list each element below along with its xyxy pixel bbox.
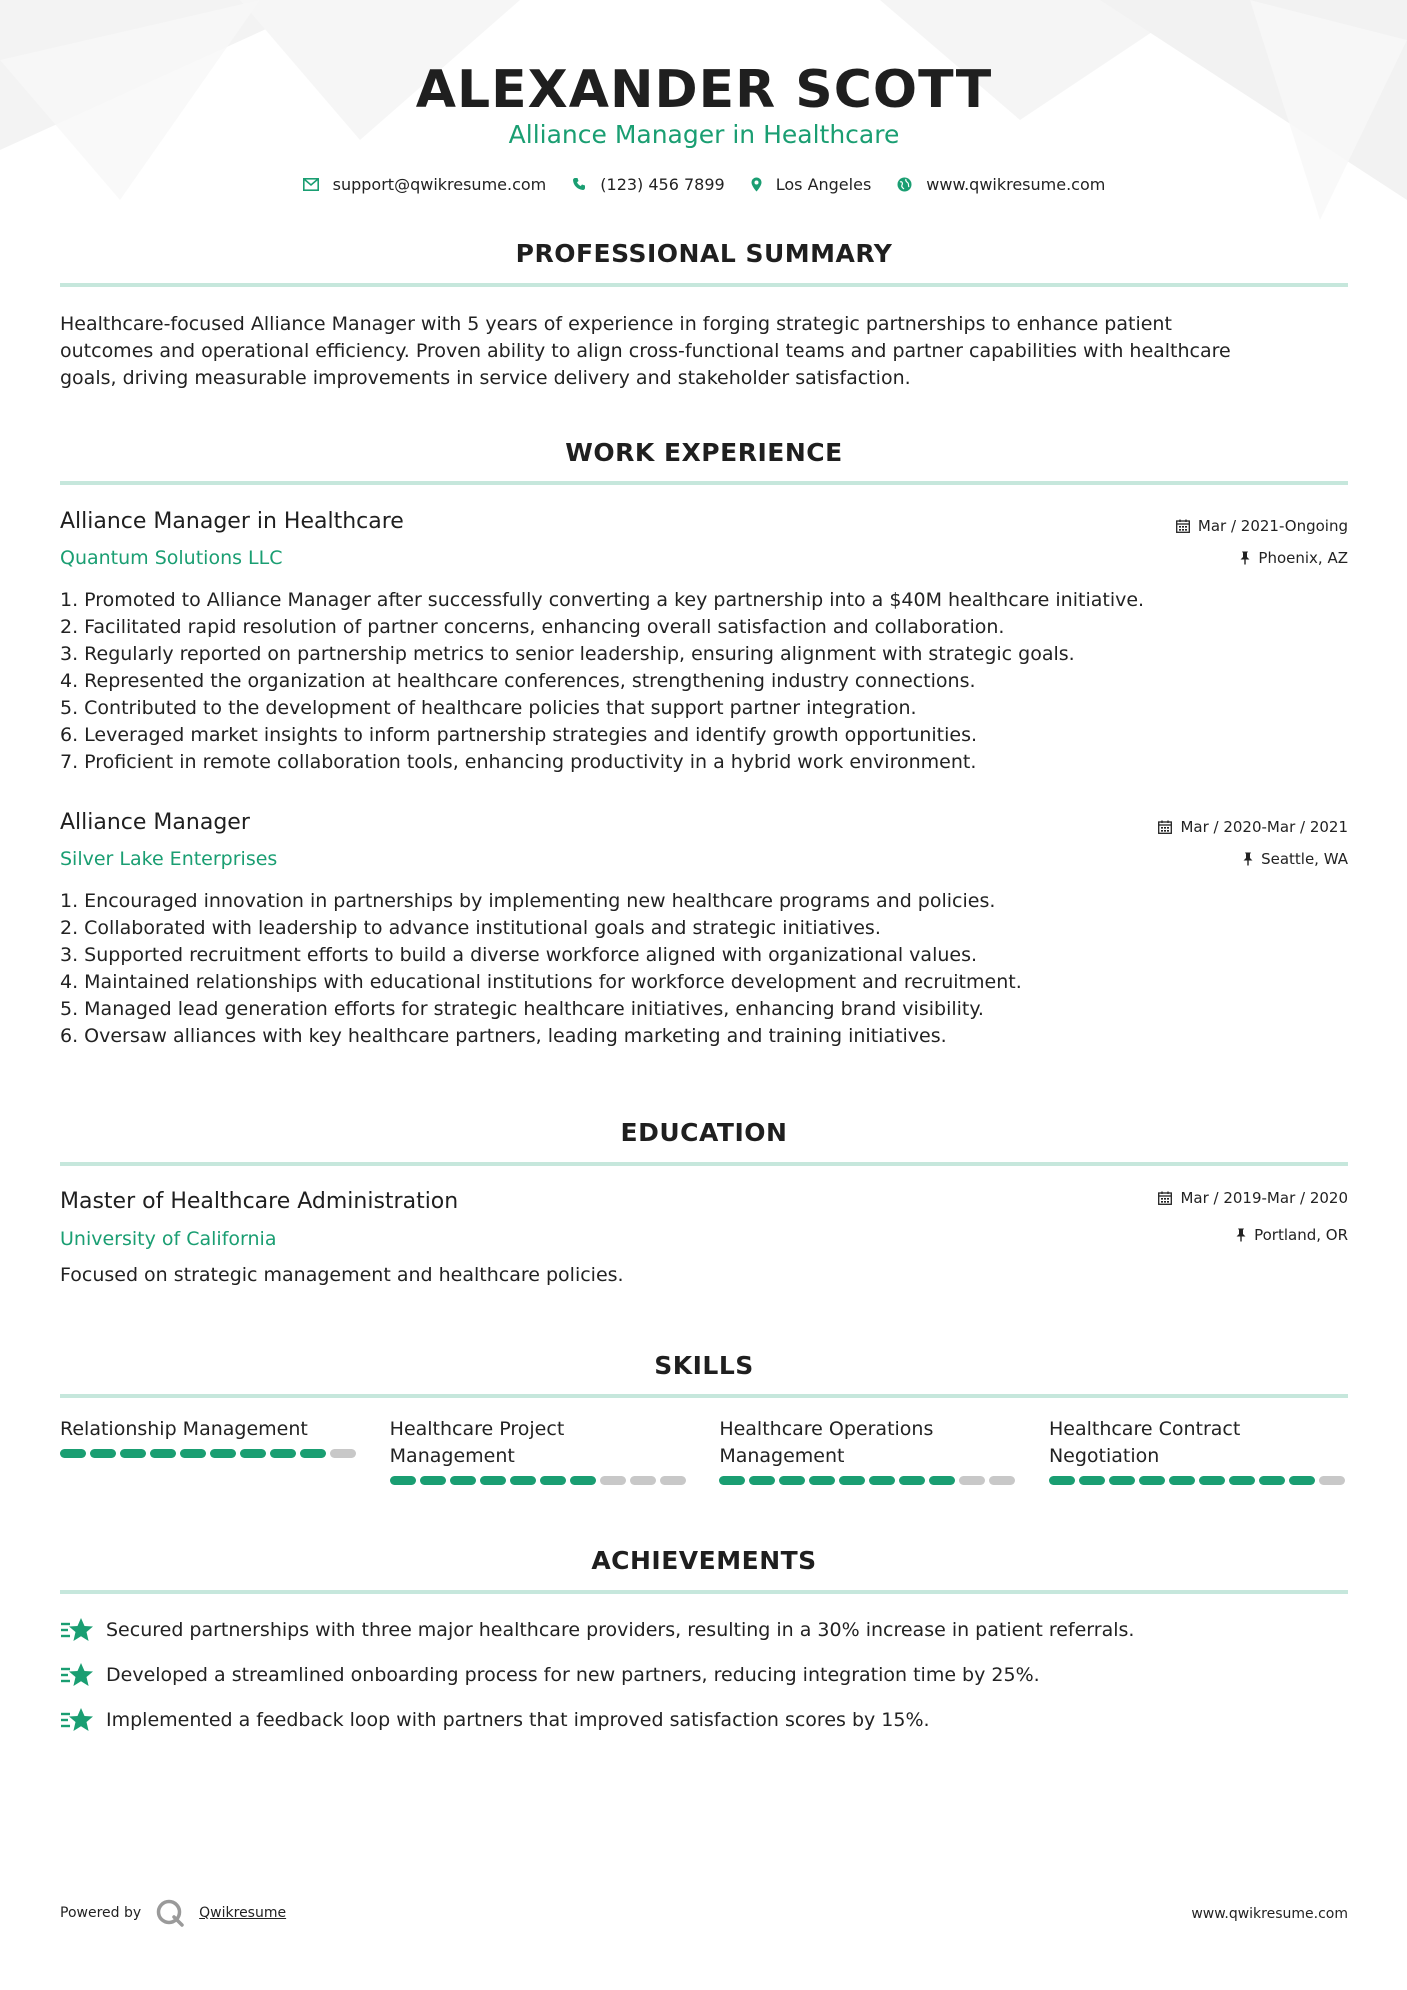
skill-segment-filled <box>480 1476 506 1485</box>
job-title: Alliance Manager in Healthcare <box>60 509 404 534</box>
education-dates <box>1158 1187 1348 1209</box>
skill-segment-filled <box>420 1476 446 1485</box>
globe-icon <box>897 177 912 192</box>
education-dates-text: Mar / 2019-Mar / 2020 <box>1180 1189 1348 1207</box>
education-heading: EDUCATION <box>620 1118 788 1147</box>
skill-segment-filled <box>180 1449 206 1458</box>
education-divider <box>60 1162 1348 1166</box>
footer-website[interactable]: www.qwikresume.com <box>1191 1906 1348 1922</box>
list-item: 1. Promoted to Alliance Manager after successfully converting a key partnership into a $40M healthcare initiative. <box>60 589 1145 611</box>
contact-phone-text: (123) 456 7899 <box>600 174 725 194</box>
skill-name: Healthcare Project Management <box>389 1418 565 1467</box>
education-location-text: Portland, OR <box>1254 1226 1348 1244</box>
skill-segment-filled <box>1079 1476 1105 1485</box>
skill-name: Healthcare Contract Negotiation <box>1048 1418 1241 1467</box>
skill-segment-filled <box>270 1449 296 1458</box>
contact-email-text: support@qwikresume.com <box>332 174 547 194</box>
job-dates-text: Mar / 2021-Ongoing <box>1197 517 1348 535</box>
skill-segment-filled <box>1109 1476 1135 1485</box>
contact-location-text: Los Angeles <box>775 174 872 194</box>
skill-item <box>1049 1416 1348 1485</box>
achievement-text: Implemented a feedback loop with partners that improved satisfaction scores by 15%. <box>106 1708 930 1731</box>
skill-segment-filled <box>450 1476 476 1485</box>
contact-phone[interactable] <box>572 175 724 194</box>
list-item: 3. Supported recruitment efforts to build a diverse workforce aligned with organizational values. <box>60 944 978 966</box>
list-item: 5. Contributed to the development of healthcare policies that support partner integration. <box>60 697 917 719</box>
skill-segment-filled <box>779 1476 805 1485</box>
skill-segment-filled <box>210 1449 236 1458</box>
achievements-heading: ACHIEVEMENTS <box>591 1546 817 1575</box>
job-company: Quantum Solutions LLC <box>60 547 283 569</box>
skill-segment-filled <box>749 1476 775 1485</box>
job-location-text: Seattle, WA <box>1261 850 1348 868</box>
experience-heading: WORK EXPERIENCE <box>565 438 843 467</box>
contact-location <box>751 175 872 194</box>
skill-segment-filled <box>120 1449 146 1458</box>
list-item: 1. Encouraged innovation in partnerships by implementing new healthcare programs and policies. <box>60 890 996 912</box>
education-location <box>1236 1224 1348 1246</box>
school-name: University of California <box>60 1228 277 1250</box>
skill-item <box>719 1416 1018 1485</box>
skill-item <box>390 1416 689 1485</box>
list-item: 4. Maintained relationships with educational institutions for workforce development and recruitment. <box>60 971 1022 993</box>
footer-powered-by <box>60 1898 286 1928</box>
skill-segment-filled <box>570 1476 596 1485</box>
skill-segment-filled <box>1199 1476 1225 1485</box>
skill-segment-filled <box>719 1476 745 1485</box>
skill-segment-empty <box>959 1476 985 1485</box>
phone-icon <box>572 177 586 191</box>
skill-segment-filled <box>899 1476 925 1485</box>
job-location <box>1240 547 1348 569</box>
skill-segment-filled <box>869 1476 895 1485</box>
skill-level-bar <box>1049 1476 1348 1485</box>
skill-segment-empty <box>1319 1476 1345 1485</box>
list-item: 3. Regularly reported on partnership metrics to senior leadership, ensuring alignment with strategic goals. <box>60 643 1075 665</box>
qwikresume-link[interactable]: Qwikresume <box>199 1905 287 1921</box>
skill-segment-filled <box>150 1449 176 1458</box>
job-dates <box>1176 515 1348 537</box>
list-item: 6. Leveraged market insights to inform partnership strategies and identify growth opportunities. <box>60 724 978 746</box>
achievement-text: Developed a streamlined onboarding process for new partners, reducing integration time by 25%. <box>106 1663 1040 1686</box>
candidate-name: ALEXANDER SCOTT <box>415 60 993 120</box>
star-achievement-icon <box>60 1616 94 1644</box>
skill-segment-filled <box>300 1449 326 1458</box>
experience-divider <box>60 481 1348 485</box>
job-dates-text: Mar / 2020-Mar / 2021 <box>1180 818 1348 836</box>
skill-name: Relationship Management <box>60 1418 308 1440</box>
skill-segment-filled <box>1049 1476 1075 1485</box>
skills-heading: SKILLS <box>654 1351 754 1380</box>
job-location <box>1243 848 1348 870</box>
calendar-icon <box>1176 519 1190 533</box>
job-company: Silver Lake Enterprises <box>60 848 278 870</box>
contact-email[interactable] <box>303 175 547 194</box>
job-location-text: Phoenix, AZ <box>1258 549 1348 567</box>
skill-segment-empty <box>660 1476 686 1485</box>
skill-segment-filled <box>1139 1476 1165 1485</box>
skill-segment-empty <box>330 1449 356 1458</box>
skills-divider <box>60 1394 1348 1398</box>
pushpin-icon <box>1240 551 1250 565</box>
skill-segment-empty <box>989 1476 1015 1485</box>
pushpin-icon <box>1243 852 1253 866</box>
skill-segment-filled <box>839 1476 865 1485</box>
skill-level-bar <box>719 1476 1018 1485</box>
calendar-icon <box>1158 820 1172 834</box>
achievement-item <box>60 1616 1348 1644</box>
skill-segment-filled <box>1259 1476 1285 1485</box>
pushpin-icon <box>1236 1228 1246 1242</box>
job-dates <box>1158 816 1348 838</box>
summary-divider <box>60 283 1348 287</box>
job-bullets <box>60 587 1348 776</box>
contact-website[interactable] <box>897 175 1105 194</box>
education-description: Focused on strategic management and healthcare policies. <box>60 1264 624 1286</box>
skill-item <box>60 1416 359 1485</box>
summary-text <box>60 311 1348 392</box>
skill-segment-filled <box>1289 1476 1315 1485</box>
skill-level-bar <box>60 1449 359 1458</box>
summary-line: goals, driving measurable improvements in service delivery and stakeholder satisfaction. <box>60 367 911 389</box>
skill-segment-empty <box>600 1476 626 1485</box>
summary-line: outcomes and operational efficiency. Proven ability to align cross-functional teams and partner capabilities with healthcare <box>60 340 1231 362</box>
calendar-icon <box>1158 1191 1172 1205</box>
list-item: 7. Proficient in remote collaboration tools, enhancing productivity in a hybrid work environment. <box>60 751 977 773</box>
degree-title: Master of Healthcare Administration <box>60 1189 459 1214</box>
list-item: 6. Oversaw alliances with key healthcare partners, leading marketing and training initiatives. <box>60 1025 947 1047</box>
achievement-item <box>60 1661 1348 1689</box>
skill-segment-filled <box>929 1476 955 1485</box>
summary-line: Healthcare-focused Alliance Manager with 5 years of experience in forging strategic partnerships to enhance patient <box>60 313 1172 335</box>
skill-segment-filled <box>1229 1476 1255 1485</box>
powered-by-label: Powered by <box>60 1905 142 1921</box>
summary-heading: PROFESSIONAL SUMMARY <box>515 239 893 268</box>
achievements-divider <box>60 1590 1348 1594</box>
skill-segment-empty <box>630 1476 656 1485</box>
skill-segment-filled <box>90 1449 116 1458</box>
skill-segment-filled <box>390 1476 416 1485</box>
map-pin-icon <box>751 177 762 192</box>
achievement-text: Secured partnerships with three major healthcare providers, resulting in a 30% increase in patient referrals. <box>106 1618 1135 1641</box>
skill-segment-filled <box>1169 1476 1195 1485</box>
skill-segment-filled <box>60 1449 86 1458</box>
contact-bar <box>60 172 1348 196</box>
skill-segment-filled <box>510 1476 536 1485</box>
list-item: 4. Represented the organization at healthcare conferences, strengthening industry connections. <box>60 670 976 692</box>
skills-grid <box>60 1416 1348 1485</box>
envelope-icon <box>303 178 319 191</box>
list-item: 5. Managed lead generation efforts for strategic healthcare initiatives, enhancing brand visibility. <box>60 998 984 1020</box>
star-achievement-icon <box>60 1706 94 1734</box>
qwikresume-logo-icon <box>155 1898 185 1928</box>
skill-level-bar <box>390 1476 689 1485</box>
skill-segment-filled <box>809 1476 835 1485</box>
contact-website-text: www.qwikresume.com <box>926 174 1106 194</box>
list-item: 2. Facilitated rapid resolution of partner concerns, enhancing overall satisfaction and collaboration. <box>60 616 1005 638</box>
skill-segment-filled <box>540 1476 566 1485</box>
skill-segment-filled <box>240 1449 266 1458</box>
job-title: Alliance Manager <box>60 810 250 835</box>
candidate-role: Alliance Manager in Healthcare <box>508 120 900 149</box>
star-achievement-icon <box>60 1661 94 1689</box>
job-bullets <box>60 888 1348 1050</box>
list-item: 2. Collaborated with leadership to advance institutional goals and strategic initiatives. <box>60 917 881 939</box>
achievement-item <box>60 1706 1348 1734</box>
skill-name: Healthcare Operations Management <box>719 1418 934 1467</box>
